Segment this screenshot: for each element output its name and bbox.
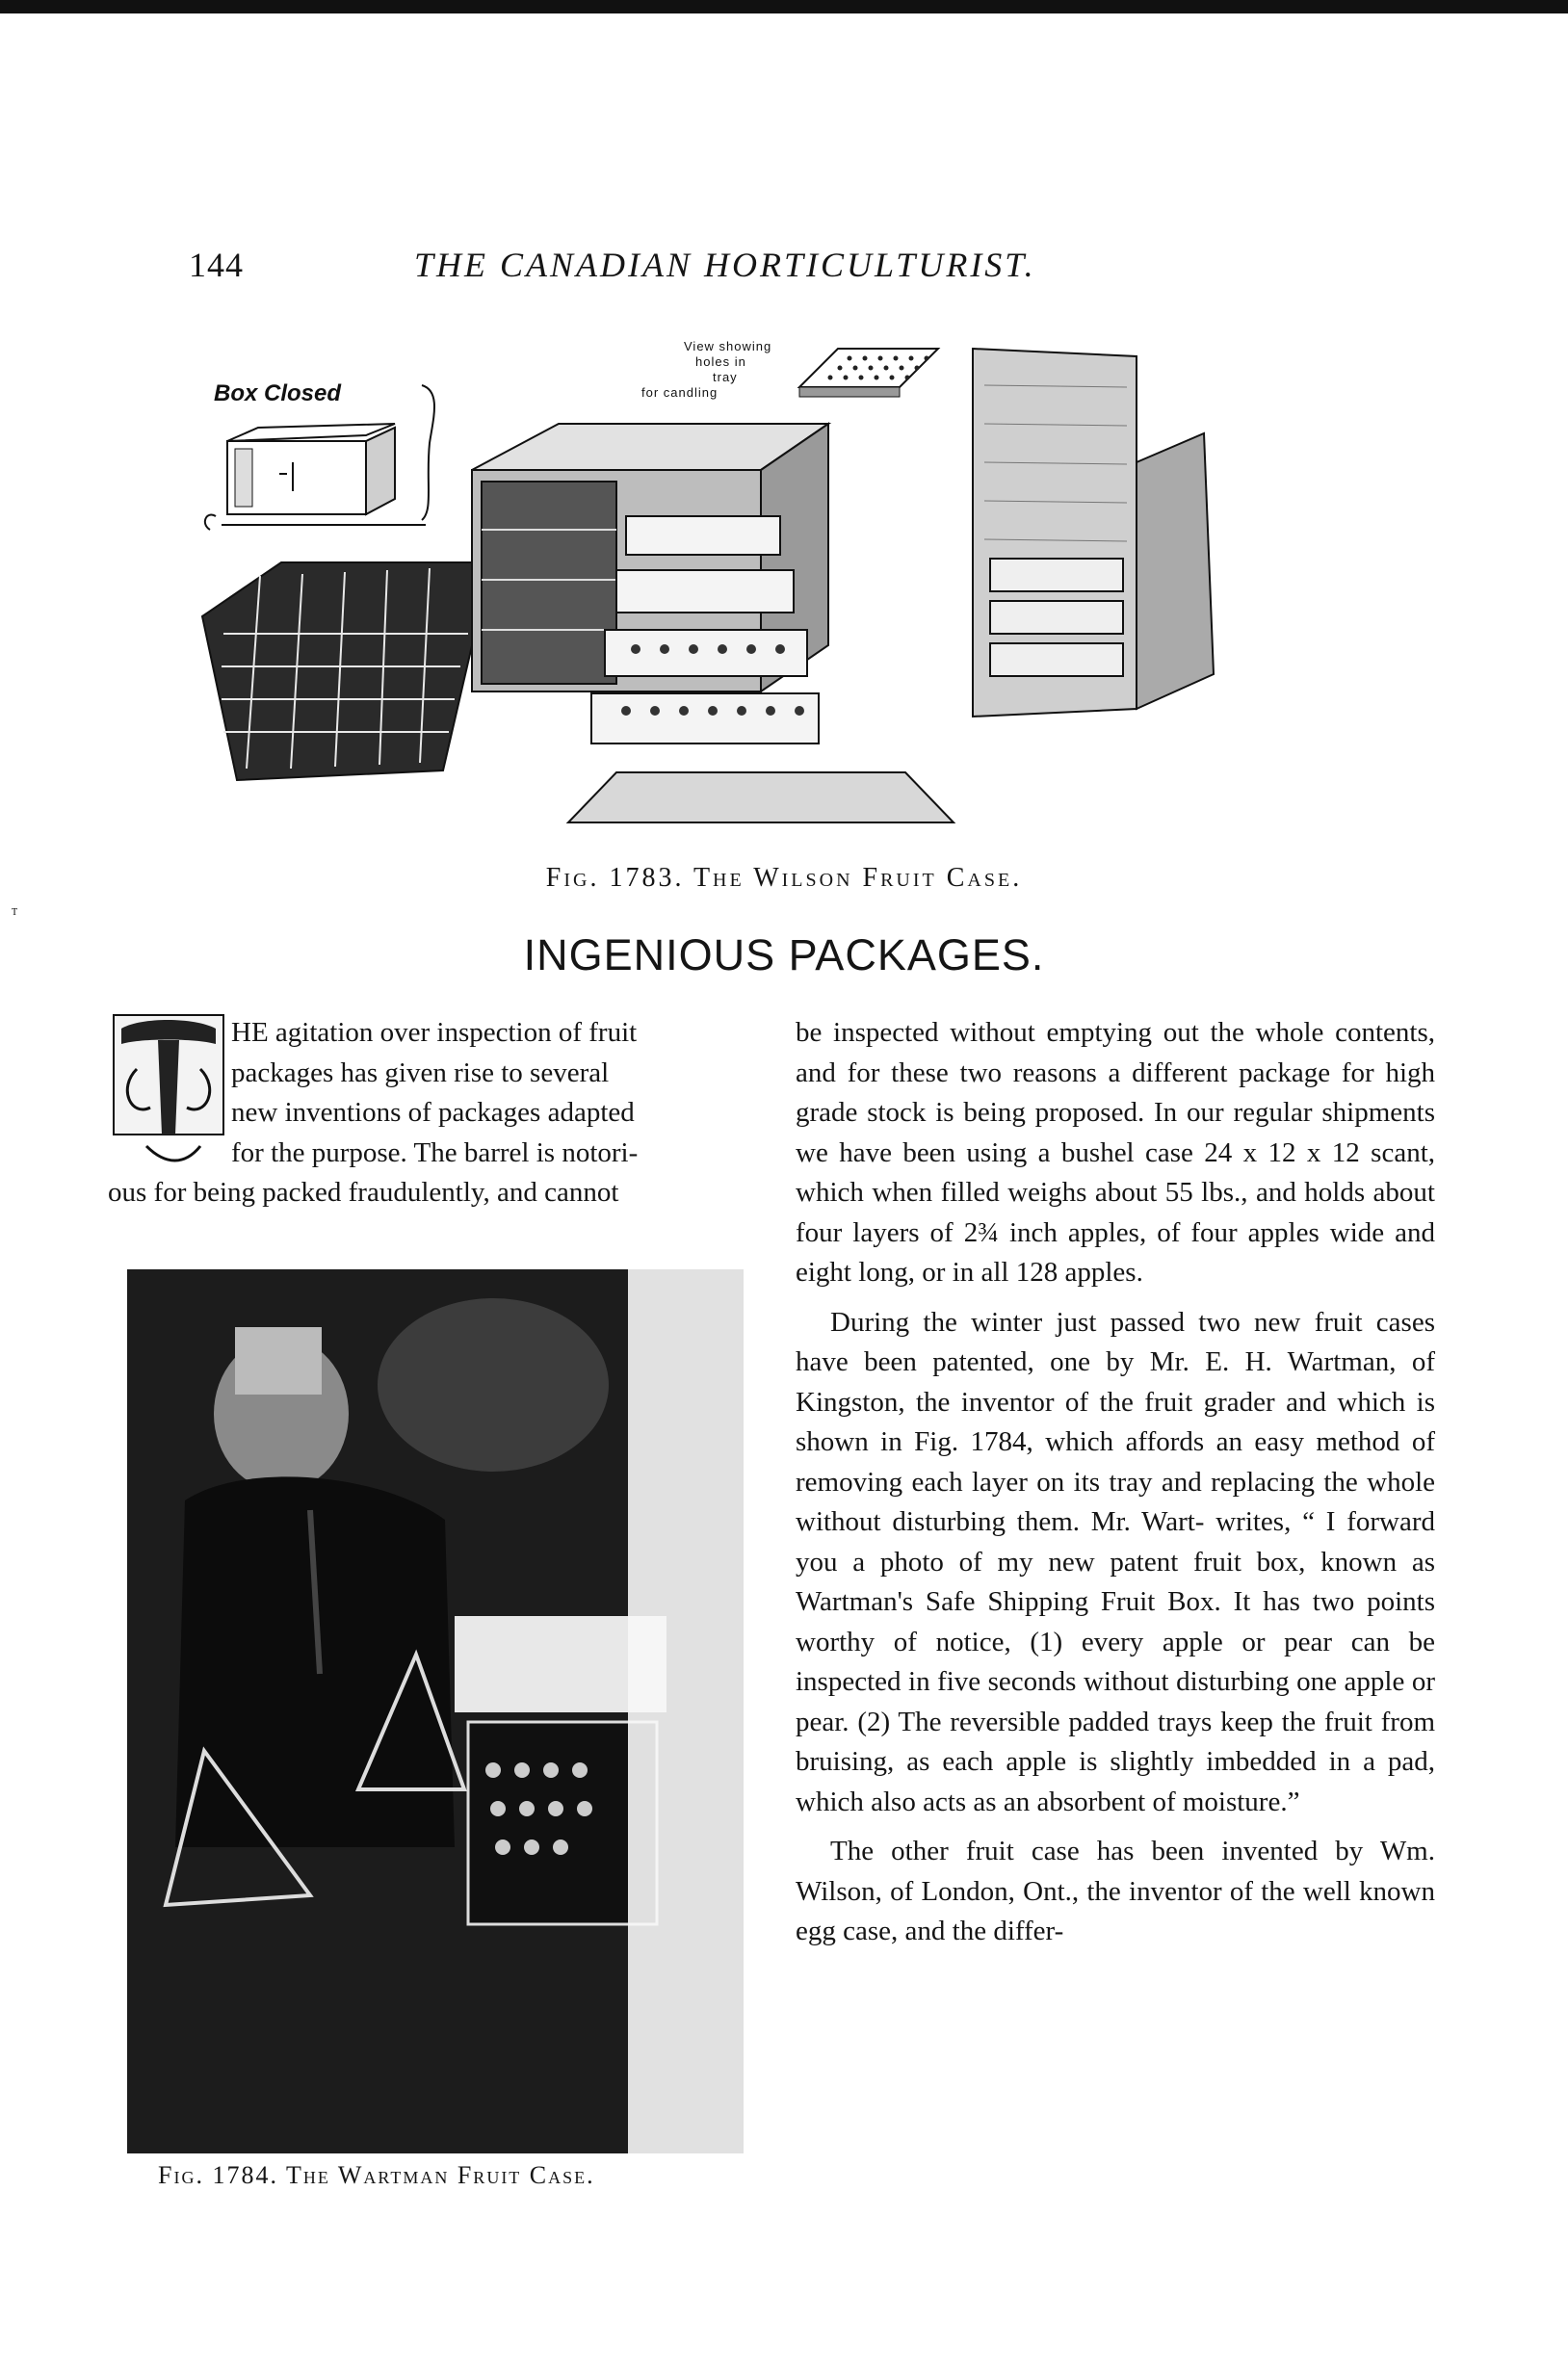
tray-label-line-4: for candling [641, 385, 719, 400]
intro-line-3: new inventions of packages adapted [231, 1097, 635, 1128]
left-column [108, 1013, 755, 1213]
top-border-rule [0, 0, 1568, 13]
figure-1784-caption: Fig. 1784. The Wartman Fruit Case. [158, 2161, 595, 2189]
tray-label-line-2: holes in [695, 354, 746, 369]
box-closed-label: Box Closed [214, 380, 342, 406]
running-title: THE CANADIAN HORTICULTURIST. [414, 246, 1036, 284]
intro-paragraph [108, 1013, 755, 1213]
intro-line-2: packages has given rise to several [231, 1057, 610, 1088]
intro-line-5: ous for being packed fraudulently, and cannot [108, 1177, 619, 1208]
tray-label-line-3: tray [713, 370, 738, 384]
page-number: 144 [189, 246, 244, 284]
section-title: INGENIOUS PACKAGES. [523, 930, 1045, 979]
intro-line-1: HE agitation over inspection of fruit [231, 1017, 638, 1048]
paragraph-3: The other fruit case has been invented by Wm. Wilson, of London, Ont., the inventor of the well known egg case, and the differ- [796, 1836, 1435, 1946]
tray-label-line-1: View showing [684, 339, 772, 353]
closed-box-drawing [227, 424, 395, 514]
wilson-fruit-case-illustration [202, 327, 1223, 848]
open-tray-drawing [202, 562, 491, 780]
wartman-fruit-case-photo [127, 1269, 744, 2153]
cabinet-with-drawers-drawing [472, 424, 954, 822]
figure-1783-caption: Fig. 1783. The Wilson Fruit Case. [545, 863, 1023, 893]
paragraph-2: During the winter just passed two new fruit cases have been patented, one by Mr. E. H. Wartman, of Kingston, the inventor of the fruit grader and which is shown in Fig. 1784, which affords an easy method of removing each layer on its tray and replacing the whole without disturbing them. Mr. Wart- writes, “ I forward you a photo of my new patent fruit box, known as Wartman's Safe Shipping Fruit Box. It has two points worthy of notice, (1) every apple or pear can be inspected in five seconds without disturbing one apple or pear. (2) The reversible padded trays keep the fruit from bruising, as each apple is slightly imbedded in a pad, which also acts as an absorbent of moisture.” [796, 1306, 1435, 1817]
intro-line-4: for the purpose. The barrel is notori- [231, 1136, 639, 1168]
dropcap-letter: T [12, 907, 18, 918]
upright-lid-drawing [973, 349, 1214, 717]
right-column [796, 1013, 1435, 1962]
candling-tray-drawing [799, 349, 938, 397]
paragraph-1: be inspected without emptying out the whole contents, and for these two reasons a different package for high grade stock is being proposed. In our regular shipments we have been using a bushel case 24 x 12 x 12 scant, which when filled weighs about 55 lbs., and holds about four layers of 2¾ inch apples, of four apples wide and eight long, or in all 128 apples. [796, 1017, 1435, 1288]
